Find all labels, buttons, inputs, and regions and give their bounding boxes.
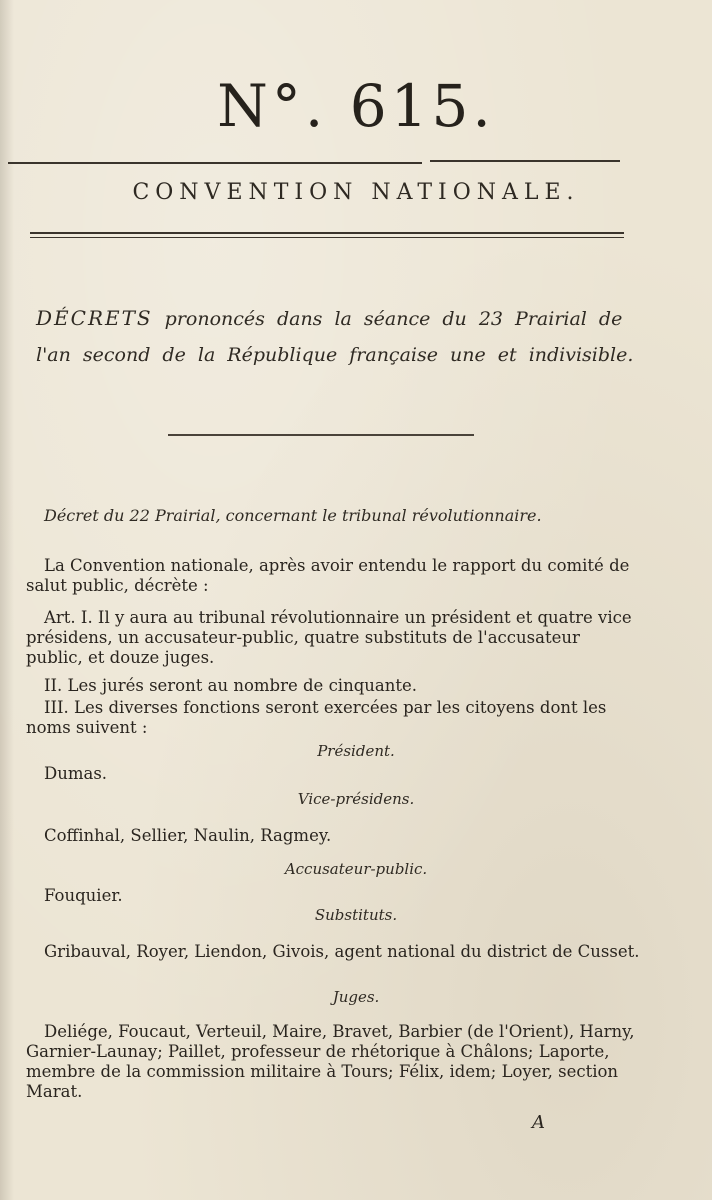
substituts-heading: Substituts. [314, 906, 398, 924]
accusateur-heading: Accusateur-public. [284, 860, 428, 878]
article-1: Art. I. Il y aura au tribunal révolutionnaire un président et quatre vice présidens, un accusateur-public, quatre substituts de l'accusateur public, et douze juges. [26, 608, 632, 667]
ornamental-rule [168, 434, 474, 436]
top-rule-right [430, 160, 620, 162]
accusateur-names: Fouquier. [44, 886, 123, 905]
section-title: CONVENTION NATIONALE. [132, 180, 580, 205]
decree-preamble: La Convention nationale, après avoir entendu le rapport du comité de salut public, décrète : [26, 556, 630, 595]
president-names: Dumas. [44, 764, 108, 783]
vice-presidents-heading: Vice-présidens. [297, 790, 415, 808]
top-rule-left [8, 162, 422, 164]
substituts-names: Gribauval, Royer, Liendon, Givois, agent national du district de Cusset. [44, 942, 640, 961]
decrets-lead: DÉCRETS [36, 306, 153, 330]
decree-subheading: Décret du 22 Prairial, concernant le tribunal révolutionnaire. [44, 506, 542, 525]
lower-rule-thin [30, 237, 624, 238]
decrets-heading [36, 300, 656, 373]
vice-presidents-names: Coffinhal, Sellier, Naulin, Ragmey. [44, 826, 332, 845]
decrets-rest: prononcés dans la séance du 23 Prairial de l'an second de la République française une et indivisible. [36, 308, 634, 366]
juges-heading: Juges. [332, 988, 380, 1006]
article-2: II. Les jurés seront au nombre de cinquante. [44, 676, 418, 695]
article-3: III. Les diverses fonctions seront exercées par les citoyens dont les noms suivent : [26, 698, 607, 737]
issue-number: N°. 615. [217, 72, 495, 140]
juges-names: Deliége, Foucaut, Verteuil, Maire, Bravet, Barbier (de l'Orient), Harny, Garnier-Launay; Paillet, professeur de rhétorique à Châlons; Laporte, membre de la commission militaire à Tours; Félix, idem; Loyer, section Marat. [26, 1022, 635, 1101]
lower-rule [30, 232, 624, 234]
signature-mark: A [532, 1112, 545, 1133]
president-heading: Président. [317, 742, 395, 760]
